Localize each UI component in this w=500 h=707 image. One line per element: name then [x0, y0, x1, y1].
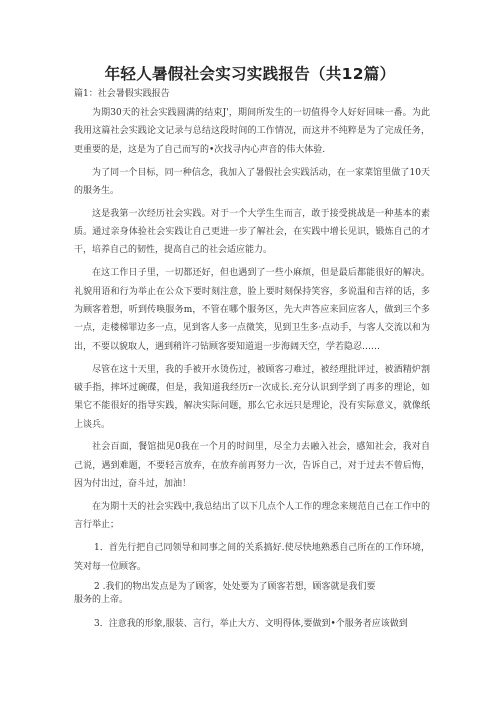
paragraph: 为期30天的社会实践圆满的结束J'，期间所发生的一切值得令人好好回味一番。为此我用这篇社会实践论文记录与总结这段时间的工作情况，而这并不纯粹是为了完成任务，更重要的是，这是为了自己而写的•次找寻内心声音的伟大体验. — [74, 108, 430, 155]
paragraph: 这是我第一次经历社会实践。对于一个大学生生而言，敢于接受挑战是一种基本的素质。通过亲身体验社会实践让自己更进一步了解社会，在实践中增长见识，锻炼自己的才干，培养自己的韧性，提高自己的社会适应能力。 — [74, 208, 430, 256]
paragraph: 社会百面，餐馆拙见0我在一个月的时间里，尽全力去融入社会，感知社会，我对自己说，遇到难题，不要轻言放弃，在放弃前再努力一次，告诉自己，对于过去不曾后悔，因为付出过，奋斗过，加油！ — [74, 442, 430, 490]
list-item-line: 服务的上帝。 — [74, 594, 129, 605]
section-heading: 篇1：社会暑假实践报告 — [74, 89, 170, 99]
list-item: 1．首先行把自己同领导和同事之间的关系搞好.使尽快地熟悉自己所在的工作环境，笑对每一位顾客。 — [74, 543, 430, 572]
list-item-line: 2 .我们的物出发点是为了顾客，处处要为了顾客若想，顾客就是我们要 — [94, 581, 376, 592]
paragraph: 尽管在这十天里，我的手被开水烫伤过，被顾客刁难过，被经理批评过，被酒精炉割破手指，摔坏过碗碟，但是，我知道我经历r一次成长.充分认识到学到了再多的理论，如果它不能很好的指导实践，解决实际问题，那么它永远只是理论，没有实际意义，就像纸上谈兵。 — [74, 364, 430, 430]
paragraph: 为了同一个目标，同一种信念，我加入了暑假社会实践活动，在一家菜馆里做了10天的服务生。 — [74, 167, 430, 196]
document-title: 年轻人暑假社会实习实践报告（共12篇） — [104, 65, 396, 83]
paragraph: 在为期十天的社会实践中,我总结出了以下几点个人工作的理念来规范自己在工作中的言行举止； — [74, 502, 430, 531]
list-item — [74, 581, 430, 607]
document-body — [74, 104, 430, 638]
paragraph: 在这工作日子里，一切都还好，但也遇到了一些小麻烦，但是最后都能很好的解决。礼貌用语和行为举止在公众下要时刻注意，脸上要时刻保持笑容，多说温和吉祥的话，多为顾客着想，听到传唤服务m，不管在哪个服务区，先大声答应来回应客人，做到三个多一点，走楼梯罪边多一点，见到客人多一点微笑，见到卫生多·点动手，与客人交流以和为出，不要以貌取人，遇到稍许刁钻顾客要知道退一步海阔天空，学若隐忍…… — [74, 268, 430, 352]
list-item: 3．注意我的形象,服装、言行，举止大方、文明得体,要做到•个服务者应该做到 — [94, 618, 408, 629]
